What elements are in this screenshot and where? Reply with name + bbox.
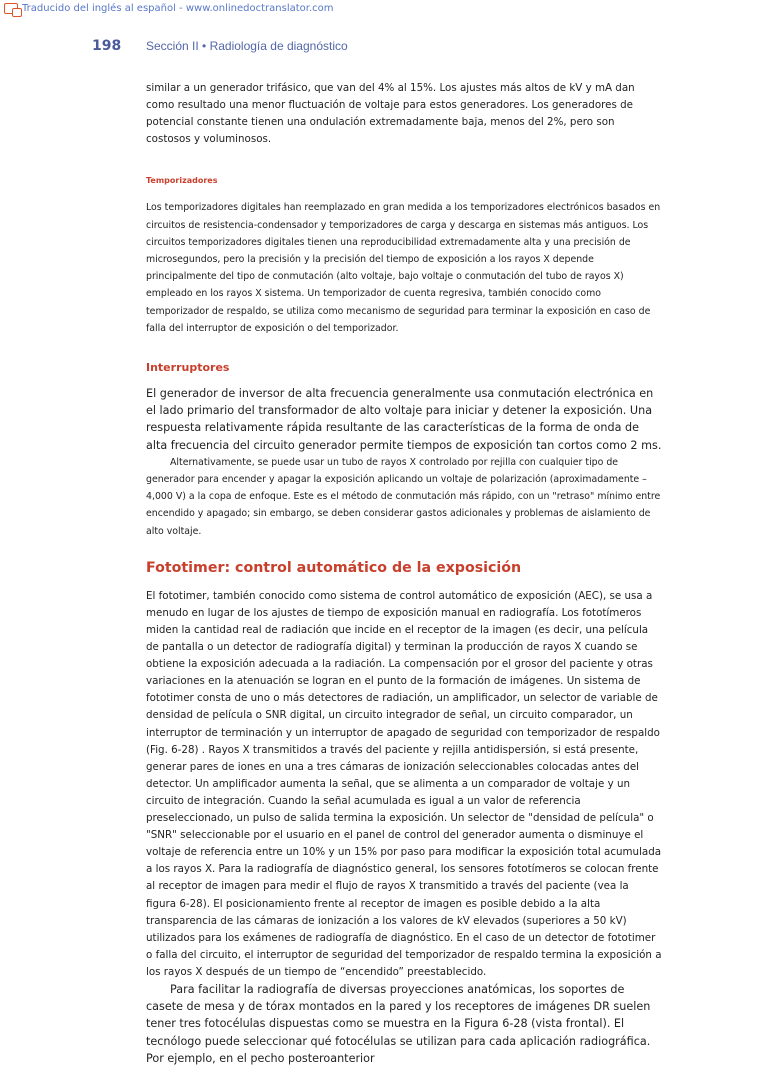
fototimer-paragraph-2: Para facilitar la radiografía de diversas proyecciones anatómicas, los soportes de casete de mesa y de tórax montados en la pared y los receptores de imágenes DR suelen tener tres fotocélulas dispuestas como se muestra en la Figura 6-28 (vista frontal). El tecnólogo puede seleccionar qué fotocélulas se utilizan para cada aplicación radiográfica. Por ejemplo, en el pecho posteroanterior bbox=[146, 982, 651, 1065]
translator-banner-text[interactable]: Traducido del inglés al español - www.onlinedoctranslator.com bbox=[22, 2, 334, 14]
interruptores-paragraph-2: Alternativamente, se puede usar un tubo de rayos X controlado por rejilla con cualquier tipo de generador para encender y apagar la exposición aplicando un voltaje de polarización (aproximadamente – 4,000 V) a la copa de enfoque. Este es el método de conmutación más rápido, con un "retraso" mínimo entre encendido y apagado; sin embargo, se deben considerar gastos adicionales y problemas de aislamiento de alto voltaje. bbox=[146, 456, 661, 537]
temporizadores-paragraph: Los temporizadores digitales han reemplazado en gran medida a los temporizadores electrónicos basados en circuitos de resistencia-condensador y temporizadores de carga y descarga en sistemas más antiguos. Los circuitos temporizadores digitales tienen una reproducibilidad extremadamente alta y una precisión de microsegundos, pero la precisión y la precisión del tiempo de exposición a los rayos X depende principalmente del tipo de conmutación (alto voltaje, bajo voltaje o conmutación del tubo de rayos X) empleado en los rayos X sistema. Un temporizador de cuenta regresiva, también conocido como temporizador de respaldo, se utiliza como mecanismo de seguridad para terminar la exposición en caso de falla del interruptor de exposición o del temporizador. bbox=[146, 202, 661, 334]
interruptores-heading: Interruptores bbox=[146, 361, 230, 374]
translator-banner[interactable] bbox=[0, 0, 334, 16]
fototimer-heading: Fototimer: control automático de la exposición bbox=[146, 559, 522, 576]
page-content bbox=[146, 80, 662, 1067]
intro-paragraph: similar a un generador trifásico, que van del 4% al 15%. Los ajustes más altos de kV y mA dan como resultado una menor fluctuación de voltaje para estos generadores. Los generadores de potencial constante tienen una ondulación extremadamente baja, menos del 2%, pero son costosos y voluminosos. bbox=[146, 82, 635, 146]
running-head: Sección II • Radiología de diagnóstico bbox=[146, 39, 348, 53]
translate-icon bbox=[4, 3, 18, 14]
interruptores-paragraph-1: El generador de inversor de alta frecuencia generalmente usa conmutación electrónica en el lado primario del transformador de alto voltaje para iniciar y detener la exposición. Una respuesta relativamente rápida resultante de las características de la forma de onda de alta frecuencia del circuito generador permite tiempos de exposición tan cortos como 2 ms. bbox=[146, 387, 662, 452]
temporizadores-heading: Temporizadores bbox=[146, 176, 218, 186]
fototimer-paragraph-1: El fototimer, también conocido como sistema de control automático de exposición (AEC), se usa a menudo en lugar de los ajustes de tiempo de exposición manual en radiografía. Los fototímeros miden la cantidad real de radiación que incide en el receptor de la imagen (es decir, una película de pantalla o un detector de radiografía digital) y terminan la producción de rayos X cuando se obtiene la exposición adecuada a la radiación. La compensación por el grosor del paciente y otras variaciones en la atenuación se logran en el punto de la formación de imágenes. Un sistema de fototimer consta de uno o más detectores de radiación, un amplificador, un selector de variable de densidad de película o SNR digital, un circuito integrador de señal, un circuito comparador, un interruptor de terminación y un interruptor de apagado de seguridad con temporizador de respaldo (Fig. 6-28) . Rayos X transmitidos a través del paciente y rejilla antidispersión, si está presente, generar pares de iones en una a tres cámaras de ionización seleccionables colocadas antes del detector. Un amplificador aumenta la señal, que se alimenta a un comparador de voltaje y un circuito de integración. Cuando la señal acumulada es igual a un valor de referencia preseleccionado, un pulso de salida termina la exposición. Un selector de "densidad de película" o "SNR" seleccionable por el usuario en el panel de control del generador aumenta o disminuye el voltaje de referencia entre un 10% y un 15% por paso para modificar la exposición total acumulada a los rayos X. Para la radiografía de diagnóstico general, los sensores fototímeros se colocan frente al receptor de imagen para medir el flujo de rayos X transmitido a través del paciente (vea la figura 6-28). El posicionamiento frente al receptor de imagen es posible debido a la alta transparencia de las cámaras de ionización a los valores de kV elevados (superiores a 50 kV) utilizados para los exámenes de radiografía de diagnóstico. En el caso de un detector de fototimer o falla del circuito, el interruptor de seguridad del temporizador de respaldo termina la exposición a los rayos X después de un tiempo de “encendido” preestablecido. bbox=[146, 589, 662, 978]
page-number: 198 bbox=[92, 38, 122, 54]
